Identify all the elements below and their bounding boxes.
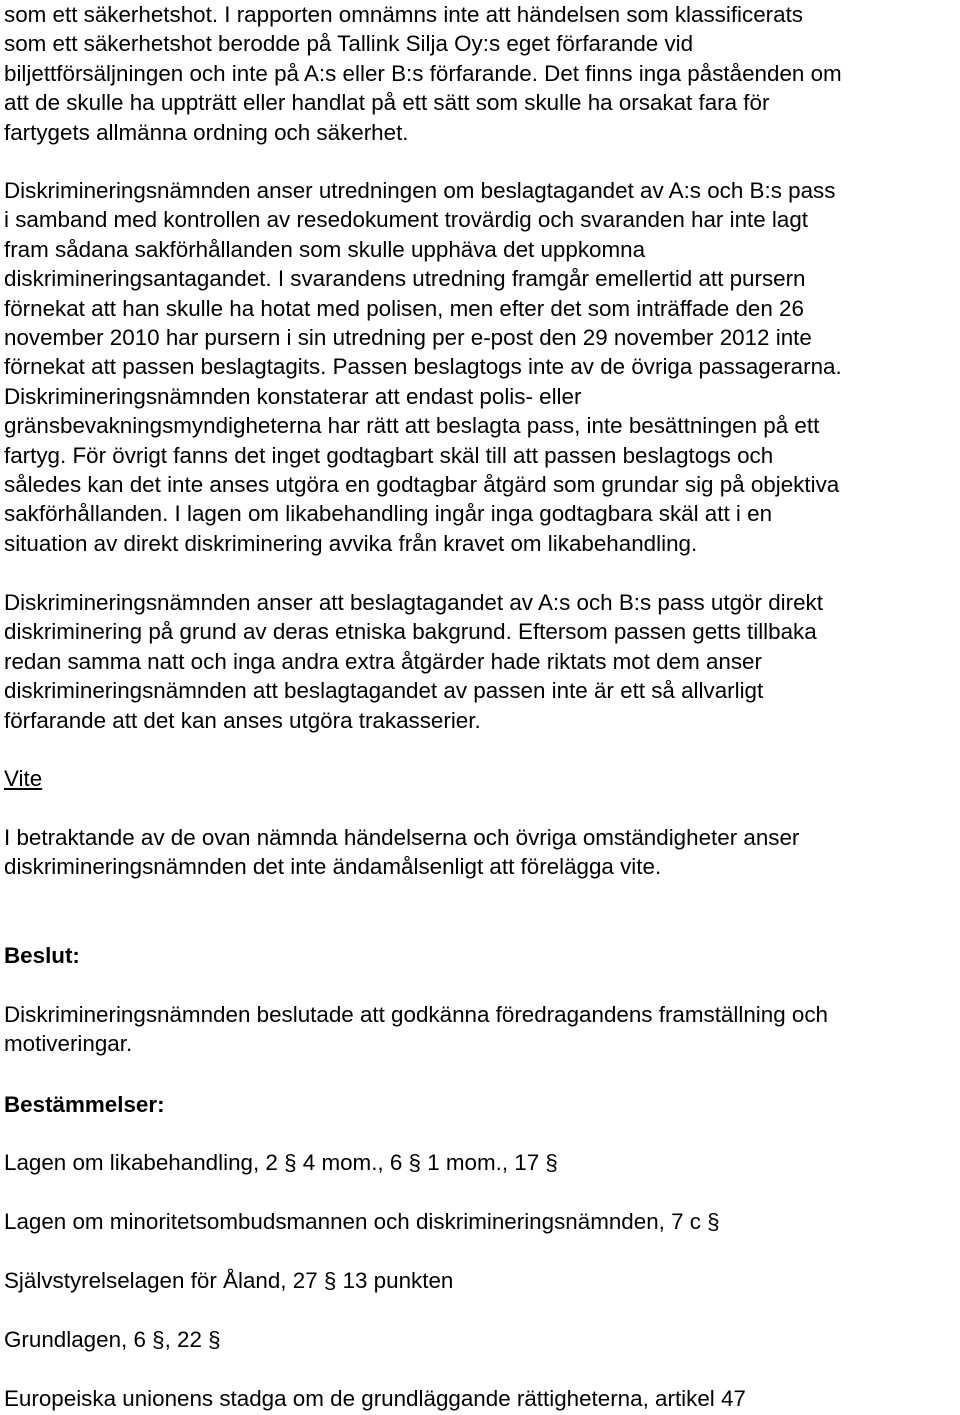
reference-eu-stadga: Europeiska unionens stadga om de grundläggande rättigheterna, artikel 47 — [4, 1386, 746, 1411]
paragraph-beslut: Diskrimineringsnämnden beslutade att godkänna föredragandens framställning och motiveringar. — [4, 1002, 828, 1057]
heading-beslut: Beslut: — [4, 943, 80, 968]
paragraph-vite: I betraktande av de ovan nämnda händelserna och övriga omständigheter anser diskrimineringsnämnden det inte ändamålsenligt att förelägga vite. — [4, 825, 800, 880]
heading-bestammelser: Bestämmelser: — [4, 1092, 165, 1117]
reference-sjalvstyrelselagen: Självstyrelselagen för Åland, 27 § 13 punkten — [4, 1268, 454, 1293]
reference-likabehandling: Lagen om likabehandling, 2 § 4 mom., 6 § 1 mom., 17 § — [4, 1150, 558, 1175]
reference-grundlagen: Grundlagen, 6 §, 22 § — [4, 1327, 221, 1352]
heading-vite: Vite — [4, 766, 43, 791]
reference-minoritetsombudsmannen: Lagen om minoritetsombudsmannen och diskrimineringsnämnden, 7 c § — [4, 1209, 720, 1234]
paragraph-intro: som ett säkerhetshot. I rapporten omnämns inte att händelsen som klassificerats som ett säkerhetshot berodde på Tallink Silja Oy:s eget förfarande vid biljettförsäljningen och inte på A:s eller B:s förfarande. Det finns inga påståenden om att de skulle ha uppträtt eller handlat på ett sätt som skulle ha orsakat fara för fartygets allmänna ordning och säkerhet. — [4, 2, 842, 145]
paragraph-conclusion: Diskrimineringsnämnden anser att beslagtagandet av A:s och B:s pass utgör direkt diskriminering på grund av deras etniska bakgrund. Eftersom passen getts tillbaka redan samma natt och inga andra extra åtgärder hade riktats mot dem anser diskrimineringsnämnden att beslagtagandet av passen inte är ett så allvarligt förfarande att det kan anses utgöra trakasserier. — [4, 590, 823, 733]
paragraph-assessment: Diskrimineringsnämnden anser utredningen om beslagtagandet av A:s och B:s pass i samband med kontrollen av resedokument trovärdig och svaranden har inte lagt fram sådana sakförhållanden som skulle upphäva det uppkomna diskrimineringsantagandet. I svarandens utredning framgår emellertid att pursern förnekat att han skulle ha hotat med polisen, men efter det som inträffade den 26 november 2010 har pursern i sin utredning per e-post den 29 november 2012 inte förnekat att passen beslagtagits. Passen beslagtogs inte av de övriga passagerarna. Diskrimineringsnämnden konstaterar att endast polis- eller gränsbevakningsmyndigheterna har rätt att beslagta pass, inte besättningen på ett fartyg. För övrigt fanns det inget godtagbart skäl till att passen beslagtogs och således kan det inte anses utgöra en godtagbar åtgärd som grundar sig på objektiva sakförhållanden. I lagen om likabehandling ingår inga godtagbara skäl att i en situation av direkt diskriminering avvika från kravet om likabehandling. — [4, 178, 842, 556]
